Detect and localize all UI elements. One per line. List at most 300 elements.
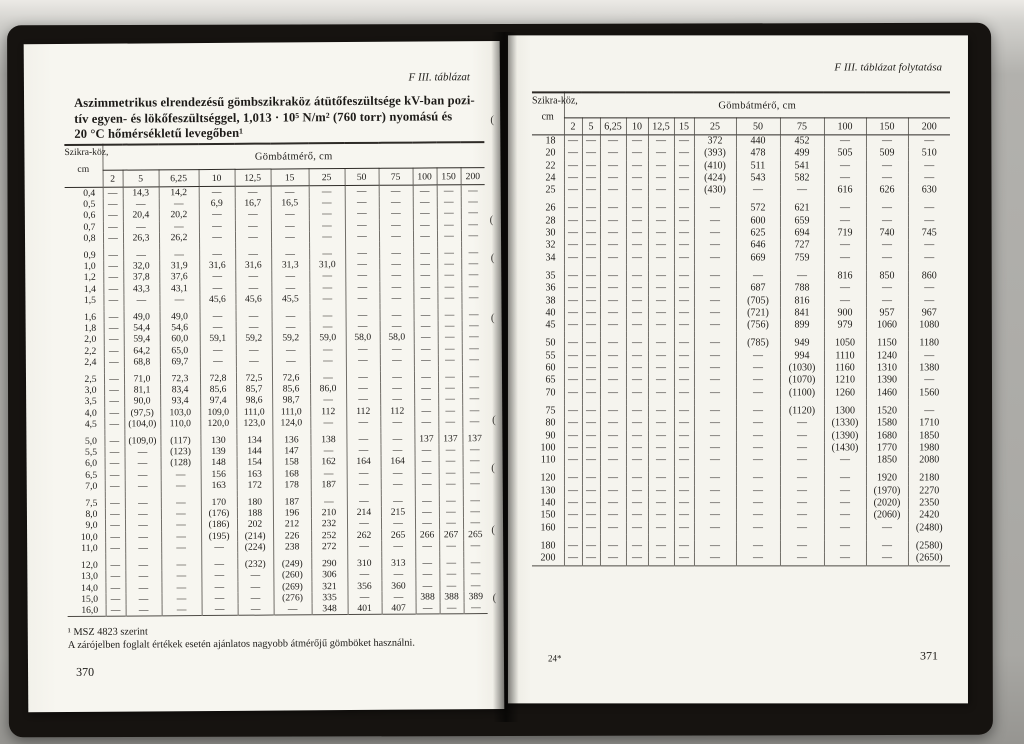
col-header: 100	[413, 168, 437, 185]
value-cell: —	[413, 259, 437, 270]
col-header: 50	[345, 168, 379, 185]
gap-cell: 4,0	[84, 407, 97, 419]
value-cell: —	[694, 387, 736, 399]
value-cell: —	[582, 540, 600, 552]
value-cell: —	[736, 362, 780, 374]
value-cell: (123)	[160, 446, 200, 457]
value-cell: —	[462, 320, 486, 331]
gap-cell: 14,0	[81, 582, 98, 594]
value-cell: —	[381, 540, 415, 551]
table-row	[68, 602, 488, 617]
value-cell: 313	[381, 558, 415, 569]
value-cell: —	[736, 455, 780, 467]
value-cell: (1120)	[780, 405, 824, 417]
value-cell: —	[159, 249, 199, 260]
value-cell: —	[310, 417, 346, 428]
value-cell: 215	[381, 507, 415, 518]
gap-cell: 7,5	[85, 497, 98, 509]
value-cell: —	[582, 387, 600, 399]
value-cell: —	[415, 540, 439, 551]
value-cell: —	[201, 581, 237, 592]
value-cell: —	[824, 135, 866, 148]
value-cell: —	[414, 416, 438, 427]
value-cell: —	[866, 553, 908, 566]
col-header: 75	[379, 168, 413, 185]
value-cell: 154	[237, 457, 273, 468]
value-cell: —	[824, 540, 866, 552]
value-cell: —	[462, 394, 486, 405]
value-cell: —	[103, 210, 123, 221]
value-cell: (410)	[694, 160, 736, 172]
value-cell: (117)	[160, 435, 200, 446]
value-cell: —	[582, 295, 600, 307]
gap-header-label: Szikra-köz,	[64, 146, 109, 159]
gap-cell: 160	[540, 521, 556, 533]
value-cell: —	[564, 405, 582, 417]
book-cover	[7, 23, 993, 738]
sphere-gap-voltage-table-left	[64, 141, 487, 617]
value-cell: 103,0	[160, 407, 200, 418]
value-cell: 37,8	[123, 272, 159, 283]
gap-cell: 1,8	[84, 323, 97, 335]
value-cell: —	[600, 540, 626, 552]
value-cell: —	[626, 252, 648, 264]
value-cell: —	[125, 559, 161, 570]
value-cell: —	[866, 283, 908, 295]
value-cell: —	[694, 430, 736, 442]
col-header: 2	[564, 118, 582, 135]
value-cell: (97,5)	[124, 407, 160, 418]
value-cell: —	[237, 581, 273, 592]
gap-cell: 10,0	[80, 531, 98, 543]
col-header: 100	[824, 118, 866, 135]
table-row	[532, 295, 950, 307]
value-cell: —	[462, 332, 486, 343]
value-cell: —	[104, 447, 124, 458]
value-cell: —	[736, 405, 780, 417]
value-cell: —	[600, 295, 626, 307]
value-cell: —	[736, 522, 780, 534]
value-cell: —	[694, 270, 736, 282]
value-cell: —	[106, 593, 126, 604]
gap-cell: 28	[545, 215, 556, 227]
value-cell: 226	[273, 530, 311, 541]
value-cell: —	[908, 405, 950, 417]
value-cell: —	[438, 343, 462, 354]
value-cell: —	[345, 270, 379, 281]
value-cell: —	[674, 283, 694, 295]
value-cell: (2650)	[908, 553, 950, 566]
value-cell: —	[824, 455, 866, 467]
value-cell: —	[380, 321, 414, 332]
gap-cell: 40	[545, 307, 556, 319]
value-cell: 1240	[866, 350, 908, 362]
table-row	[532, 160, 950, 172]
value-cell: —	[908, 203, 950, 215]
sphere-gap-voltage-table-right	[532, 91, 950, 566]
table-row	[532, 540, 950, 552]
value-cell: 745	[908, 227, 950, 239]
value-cell: —	[694, 338, 736, 350]
value-cell: —	[674, 148, 694, 160]
value-cell: —	[694, 283, 736, 295]
value-cell: —	[582, 320, 600, 332]
value-cell: 110,0	[160, 418, 200, 429]
value-cell: —	[674, 497, 694, 509]
value-cell: —	[582, 362, 600, 374]
value-cell: —	[648, 455, 674, 467]
value-cell: —	[346, 394, 380, 405]
value-cell: —	[674, 387, 694, 399]
value-cell: —	[600, 387, 626, 399]
value-cell: —	[736, 442, 780, 454]
page-number-left: 370	[75, 664, 95, 679]
value-cell: —	[648, 227, 674, 239]
value-cell: —	[345, 197, 379, 208]
value-cell: —	[626, 455, 648, 467]
value-cell: —	[908, 135, 950, 148]
value-cell: —	[582, 350, 600, 362]
value-cell: 69,7	[160, 356, 200, 367]
value-cell: 98,7	[272, 395, 310, 406]
value-cell: —	[125, 593, 161, 604]
value-cell: —	[866, 203, 908, 215]
value-cell: —	[103, 221, 123, 232]
value-cell: —	[271, 220, 309, 231]
value-cell: 6,9	[199, 198, 235, 209]
value-cell: 372	[694, 135, 736, 148]
value-cell: 180	[237, 497, 273, 508]
value-cell: —	[674, 522, 694, 534]
sphere-diameter-header: Gömbátmérő, cm	[102, 142, 484, 170]
value-cell: —	[564, 148, 582, 160]
value-cell: —	[780, 510, 824, 522]
value-cell: —	[600, 375, 626, 387]
value-cell: —	[105, 458, 125, 469]
value-cell: —	[908, 240, 950, 252]
page-right	[508, 35, 968, 703]
value-cell: —	[674, 320, 694, 332]
value-cell: —	[159, 221, 199, 232]
value-cell: 134	[236, 435, 272, 446]
value-cell: —	[379, 197, 413, 208]
value-cell: —	[123, 294, 159, 305]
value-cell: —	[437, 292, 461, 303]
gap-cell: 4,5	[84, 418, 97, 430]
table-row	[532, 455, 950, 467]
value-cell: 37,6	[159, 271, 199, 282]
value-cell: —	[380, 394, 414, 405]
value-cell: —	[161, 520, 201, 531]
value-cell: —	[674, 540, 694, 552]
gap-cell: 3,5	[84, 396, 97, 408]
value-cell: 1980	[908, 442, 950, 454]
value-cell: —	[463, 506, 487, 517]
value-cell: 759	[780, 252, 824, 264]
page-number-right: 371	[919, 648, 938, 663]
value-cell: —	[271, 209, 309, 220]
value-cell: 511	[736, 160, 780, 172]
value-cell: 1300	[824, 405, 866, 417]
value-cell: —	[345, 219, 379, 230]
value-cell: —	[125, 520, 161, 531]
value-cell: 1680	[866, 430, 908, 442]
value-cell: 147	[272, 446, 310, 457]
value-cell: —	[648, 418, 674, 430]
value-cell: —	[414, 394, 438, 405]
value-cell: —	[600, 160, 626, 172]
table-row	[532, 148, 950, 160]
value-cell: —	[415, 569, 439, 580]
value-cell: —	[564, 455, 582, 467]
value-cell: —	[161, 531, 201, 542]
value-cell: —	[648, 387, 674, 399]
value-cell: —	[694, 362, 736, 374]
value-cell: 659	[780, 215, 824, 227]
gap-cell: 22	[545, 159, 556, 171]
value-cell: 112	[310, 406, 346, 417]
value-cell: 124,0	[272, 417, 310, 428]
value-cell: 505	[824, 148, 866, 160]
gap-cell: 65	[545, 374, 556, 386]
value-cell: —	[104, 374, 124, 385]
value-cell: —	[564, 252, 582, 264]
value-cell: 137	[414, 433, 438, 444]
table-row	[532, 553, 950, 566]
value-cell: —	[694, 510, 736, 522]
value-cell: 58,0	[380, 332, 414, 343]
value-cell: —	[564, 160, 582, 172]
value-cell: —	[582, 307, 600, 319]
gap-cell: 80	[545, 417, 556, 429]
value-cell: 112	[346, 405, 380, 416]
sphere-diameter-header: Gömbátmérő, cm	[564, 92, 950, 118]
value-cell: —	[439, 507, 463, 518]
binding-mark	[490, 114, 498, 126]
value-cell: 93,4	[160, 396, 200, 407]
value-cell: —	[346, 383, 380, 394]
gap-cell: 180	[540, 540, 556, 552]
value-cell: —	[780, 485, 824, 497]
table-row	[532, 405, 950, 417]
gap-cell: 70	[545, 387, 556, 399]
value-cell: 509	[866, 148, 908, 160]
value-cell: —	[564, 295, 582, 307]
table-row	[532, 203, 950, 215]
value-cell: —	[648, 350, 674, 362]
value-cell: (224)	[237, 541, 273, 552]
value-cell: —	[648, 430, 674, 442]
table-row	[532, 185, 950, 197]
col-header: 200	[908, 118, 950, 135]
value-cell: —	[674, 252, 694, 264]
value-cell: 164	[381, 456, 415, 467]
value-cell: —	[346, 434, 380, 445]
value-cell: —	[237, 570, 273, 581]
gap-cell: 60	[545, 362, 556, 374]
value-cell: —	[310, 355, 346, 366]
value-cell: —	[600, 215, 626, 227]
gap-cell: 0,5	[83, 198, 96, 211]
value-cell: 407	[382, 602, 416, 614]
value-cell: 266	[415, 529, 439, 540]
gap-cell: 45	[545, 319, 556, 331]
value-cell: —	[439, 580, 463, 591]
value-cell: —	[824, 473, 866, 485]
value-cell: —	[674, 553, 694, 566]
value-cell: —	[694, 252, 736, 264]
value-cell: 1560	[908, 387, 950, 399]
col-header: 2	[103, 170, 123, 187]
col-header: 5	[582, 118, 600, 135]
gap-cell: 30	[545, 227, 556, 239]
value-cell: (424)	[694, 172, 736, 184]
value-cell: 43,1	[159, 283, 199, 294]
value-cell: —	[780, 430, 824, 442]
gap-header-unit: cm	[77, 163, 90, 175]
value-cell: —	[125, 509, 161, 520]
value-cell: —	[347, 467, 381, 478]
value-cell: —	[236, 355, 272, 366]
value-cell: —	[310, 310, 346, 321]
value-cell: 541	[780, 160, 824, 172]
gap-cell: 0,7	[83, 221, 96, 233]
value-cell: 600	[736, 215, 780, 227]
value-cell: —	[626, 172, 648, 184]
value-cell: 389	[463, 591, 487, 602]
value-cell: —	[310, 372, 346, 383]
value-cell: —	[413, 230, 437, 241]
value-cell: 306	[311, 569, 347, 580]
value-cell: —	[600, 338, 626, 350]
value-cell: —	[600, 240, 626, 252]
value-cell: —	[125, 571, 161, 582]
value-cell: —	[200, 322, 236, 333]
value-cell: —	[674, 442, 694, 454]
table-row	[532, 240, 950, 252]
value-cell: —	[824, 203, 866, 215]
value-cell: —	[414, 371, 438, 382]
value-cell: —	[648, 135, 674, 148]
value-cell: —	[311, 496, 347, 507]
value-cell: —	[201, 593, 237, 604]
gap-cell: 25	[545, 184, 556, 196]
value-cell: —	[908, 252, 950, 264]
value-cell: —	[199, 186, 235, 198]
value-cell: —	[582, 135, 600, 148]
value-cell: 625	[736, 227, 780, 239]
value-cell: —	[439, 478, 463, 489]
gap-column-header	[64, 145, 109, 188]
value-cell: —	[106, 604, 126, 616]
table-row	[532, 510, 950, 522]
gap-cell: 6,0	[85, 458, 98, 470]
table-row	[532, 350, 950, 362]
value-cell: —	[311, 468, 347, 479]
value-cell: 43,3	[123, 283, 159, 294]
table-row	[532, 338, 950, 350]
value-cell: —	[104, 396, 124, 407]
value-cell: 59,4	[124, 334, 160, 345]
table-title	[74, 93, 490, 143]
value-cell: —	[347, 541, 381, 552]
value-cell: —	[626, 320, 648, 332]
value-cell: —	[626, 485, 648, 497]
value-cell: 72,6	[272, 372, 310, 383]
value-cell: 137	[462, 433, 486, 444]
gap-cell: 130	[540, 485, 556, 497]
value-cell: —	[908, 350, 950, 362]
col-header: 10	[199, 169, 235, 186]
page-left	[24, 41, 505, 712]
value-cell: —	[437, 219, 461, 230]
value-cell: —	[694, 307, 736, 319]
value-cell: 214	[347, 507, 381, 518]
value-cell: —	[582, 227, 600, 239]
value-cell: 401	[348, 603, 382, 615]
value-cell: —	[413, 185, 437, 197]
value-cell: 1310	[866, 362, 908, 374]
value-cell: —	[582, 485, 600, 497]
value-cell: —	[235, 220, 271, 231]
value-cell: —	[463, 540, 487, 551]
value-cell: (1100)	[780, 387, 824, 399]
value-cell: 168	[273, 468, 311, 479]
gap-header-unit: cm	[541, 111, 554, 123]
gap-cell: 1,6	[84, 311, 97, 323]
value-cell: —	[462, 343, 486, 354]
value-cell: —	[123, 221, 159, 232]
value-cell: 348	[312, 603, 348, 615]
footnote	[68, 623, 480, 653]
binding-mark	[491, 312, 499, 324]
value-cell: —	[437, 208, 461, 219]
value-cell: —	[674, 185, 694, 197]
value-cell: (276)	[273, 592, 311, 603]
right-page-content	[532, 91, 956, 566]
value-cell: —	[200, 311, 236, 322]
value-cell: —	[413, 247, 437, 258]
value-cell: —	[124, 447, 160, 458]
value-cell: —	[600, 350, 626, 362]
value-cell: —	[437, 230, 461, 241]
value-cell: —	[438, 354, 462, 365]
value-cell: 31,6	[235, 260, 271, 271]
col-header: 200	[461, 168, 485, 185]
value-cell: —	[564, 473, 582, 485]
value-cell: —	[379, 208, 413, 219]
value-cell: —	[346, 321, 380, 332]
value-cell: 64,2	[124, 345, 160, 356]
table-row	[532, 497, 950, 509]
value-cell: —	[125, 458, 161, 469]
value-cell: —	[824, 522, 866, 534]
value-cell: —	[648, 185, 674, 197]
value-cell: —	[415, 580, 439, 591]
value-cell: 267	[439, 529, 463, 540]
gap-cell: 18	[545, 135, 556, 147]
value-cell: 137	[438, 433, 462, 444]
value-cell: —	[309, 248, 345, 259]
value-cell: —	[674, 203, 694, 215]
footnote-line-2: A zárójelben foglalt értékek esetén ajánlatos nagyobb átmérőjű gömböket használni.	[67, 638, 416, 652]
value-cell: 65,0	[160, 345, 200, 356]
value-cell: —	[413, 219, 437, 230]
value-cell: —	[648, 160, 674, 172]
gap-cell: 13,0	[81, 571, 98, 583]
value-cell: 646	[736, 240, 780, 252]
value-cell: —	[105, 480, 125, 491]
